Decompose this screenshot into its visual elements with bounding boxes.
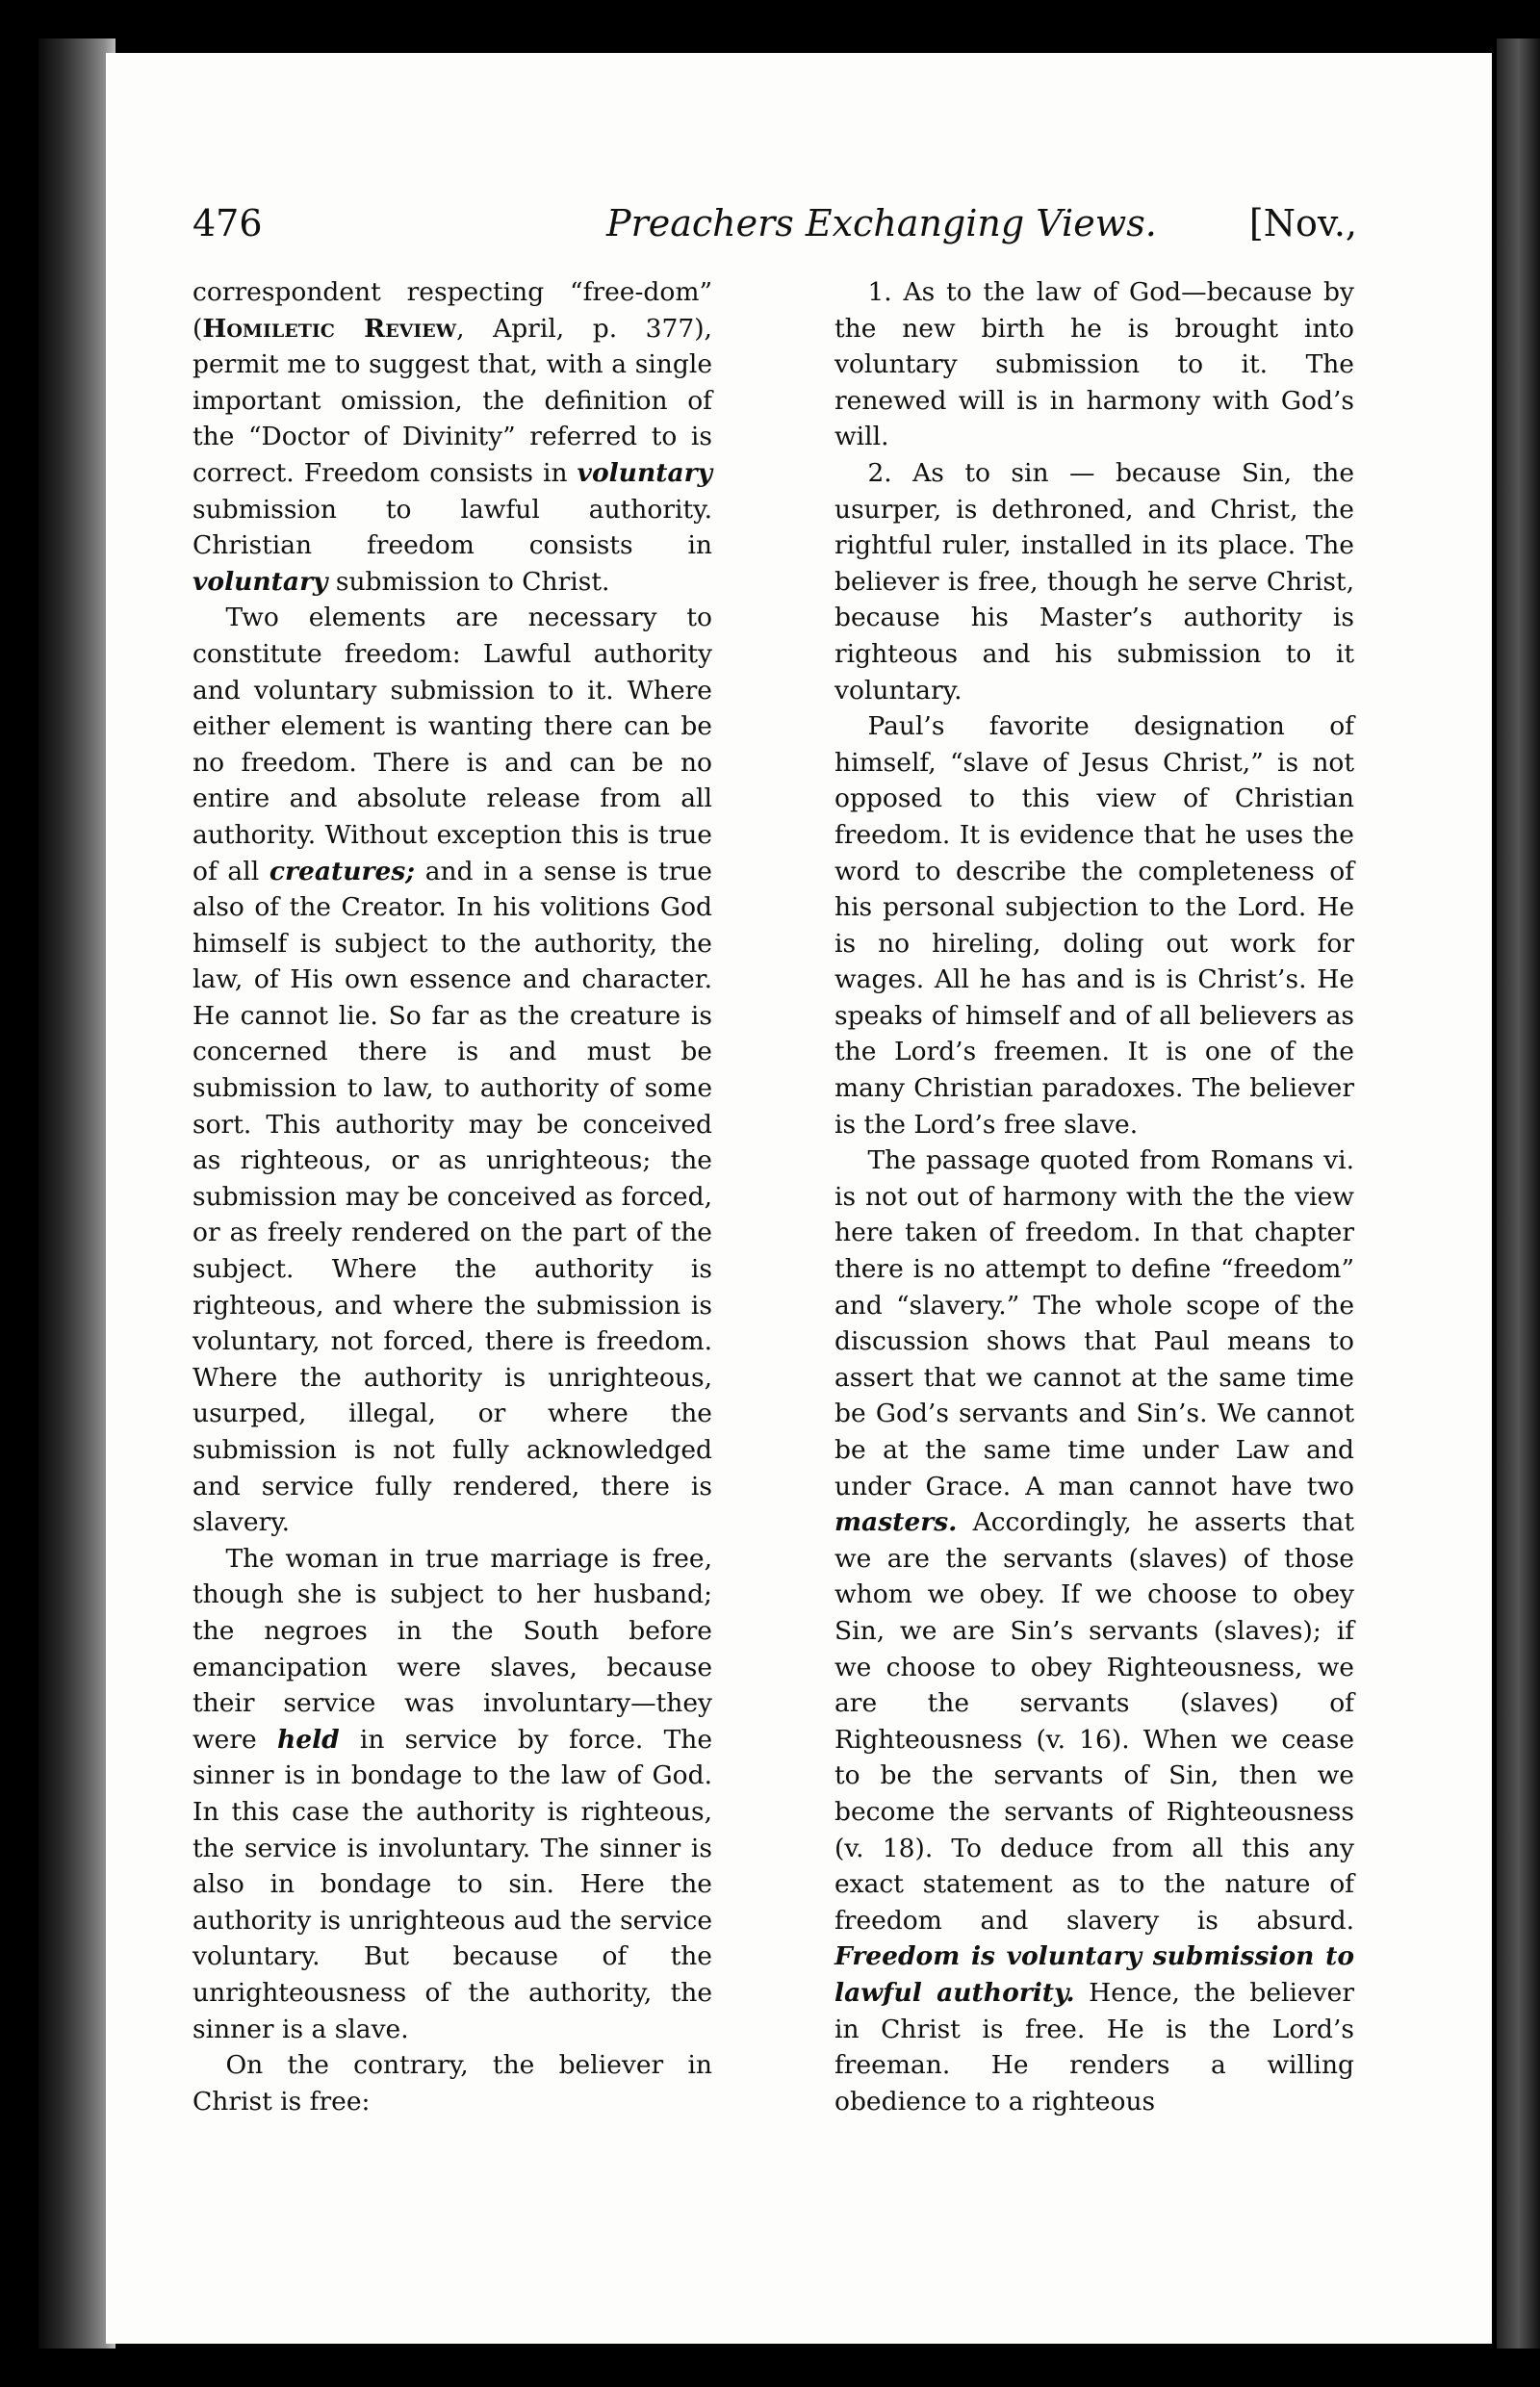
right-column (834, 274, 1354, 2119)
text-run: , April, p. 377), permit me to suggest that, with a single important omission, the definition of the “Doctor of Divinity” referred to is correct. Freedom consists in (192, 313, 712, 488)
italic-text: voluntary (577, 457, 712, 488)
text-run: in service by force. The sinner is in bondage to the law of God. In this case the authority is righteous, the service is involuntary. The sinner is also in bondage to sin. Here the authority is unrighteous aud the service voluntary. But because of the unrighteousness of the authority, the sinner is a slave. (192, 1724, 713, 2044)
issue-month: [Nov., (1248, 202, 1357, 244)
paragraph (834, 1142, 1354, 2119)
italic-text: voluntary (192, 566, 328, 597)
text-run: Accordingly, he asserts that we are the servants (slaves) of those whom we obey. If we choose to obey Sin, we are Sin’s servants (slaves); if we choose to obey Righteousness, we are the servants (slaves) of Righteousness (v. 16). When we cease to be the servants of Sin, then we become the servants of Righteousness (v. 18). To deduce from all this any exact statement as to the nature of freedom and slavery is absurd. (834, 1507, 1354, 1936)
paragraph (192, 1541, 712, 2047)
text-run: 2. As to sin — because Sin, the usurper, is dethroned, and Christ, the rightful ruler, installed in its place. The believer is free, though he serve Christ, because his Master’s authority is righteous and his submission to it voluntary. (834, 457, 1354, 706)
text-run: On the contrary, the believer in Christ is free: (192, 2050, 712, 2117)
adjacent-page-edge (1497, 38, 1540, 2348)
left-column (192, 274, 712, 2119)
journal-name: Homiletic Review (202, 313, 457, 344)
paragraph (192, 274, 712, 600)
text-run: The woman in true marriage is free, though she is subject to her husband; the negroes in the South before emancipation were slaves, because their service was involuntary—they were (192, 1543, 712, 1755)
text-run: 1. As to the law of God—because by the new birth he is brought into voluntary submission to it. The renewed will is in harmony with God’s will. (834, 277, 1354, 452)
text-run: correspondent respecting “free-dom” ( (192, 277, 712, 344)
text-run: Paul’s favorite designation of himself, “slave of Jesus Christ,” is not opposed to this view of Christian freedom. It is evidence that he uses the word to describe the completeness of his personal subjection to the Lord. He is no hireling, doling out work for wages. All he has and is is Christ’s. He speaks of himself and of all believers as the Lord’s freemen. It is one of the many Christian paradoxes. The believer is the Lord’s free slave. (834, 711, 1354, 1140)
page-header (192, 202, 1357, 260)
page-number: 476 (192, 202, 263, 244)
italic-text: Freedom is voluntary submission to lawful authority. (834, 1941, 1354, 2008)
paragraph (834, 274, 1354, 455)
text-run: The passage quoted from Romans vi. is not out of harmony with the the view here taken of freedom. In that chapter there is no attempt to define “freedom” and “slavery.” The whole scope of the discussion shows that Paul means to assert that we cannot at the same time be God’s servants and Sin’s. We cannot be at the same time under Law and under Grace. A man cannot have two (834, 1145, 1354, 1502)
italic-text: masters. (834, 1507, 958, 1538)
text-run: Two elements are necessary to constitute freedom: Lawful authority and voluntary submission to it. Where either element is wanting there can be no freedom. There is and can be no entire and absolute release from all authority. Without exception this is true of all (192, 603, 712, 886)
paragraph (834, 708, 1354, 1142)
paragraph (834, 455, 1354, 708)
text-run: Hence, the believer in Christ is free. He is the Lord’s freeman. He renders a willing obedience to a righteous (834, 1977, 1354, 2117)
text-run: submission to lawful authority. Christian freedom consists in (192, 494, 712, 561)
book-page-edges (38, 38, 116, 2348)
text-run: and in a sense is true also of the Creator. In his volitions God himself is subject to the authority, the law, of His own essence and character. He cannot lie. So far as the creature is concerned there is and must be submission to law, to authority of some sort. This authority may be conceived as righteous, or as unrighteous; the submission may be conceived as forced, or as freely rendered on the part of the subject. Where the authority is righteous, and where the submission is voluntary, not forced, there is freedom. Where the authority is unrighteous, usurped, illegal, or where the submission is not fully acknowledged and service fully rendered, there is slavery. (192, 856, 712, 1538)
text-run: submission to Christ. (327, 566, 610, 597)
running-title: Preachers Exchanging Views. (606, 202, 1157, 244)
paragraph (192, 600, 712, 1540)
paragraph (192, 2047, 712, 2119)
italic-text: held (276, 1724, 340, 1755)
italic-text: creatures; (269, 856, 416, 886)
